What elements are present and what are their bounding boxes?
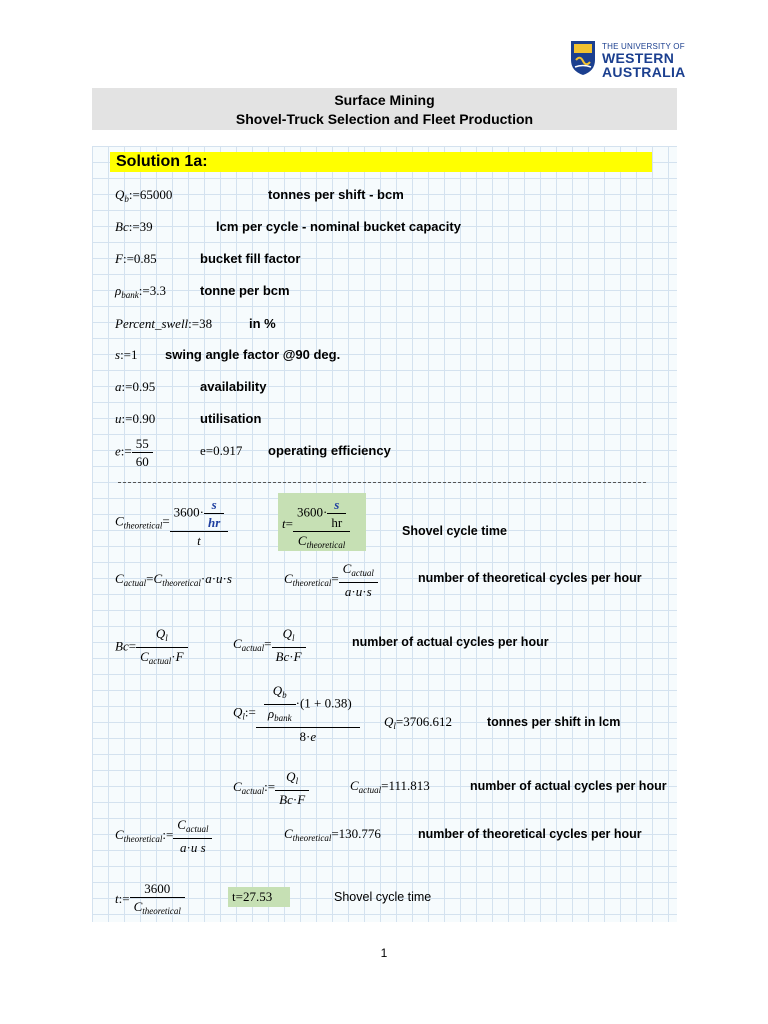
var-u: u:=0.90	[115, 411, 156, 426]
formula-actual-desc: number of actual cycles per hour	[352, 635, 549, 649]
section-divider	[118, 482, 646, 483]
result-ql-desc: tonnes per shift in lcm	[487, 715, 621, 729]
formula-c-actual-calc: $C_{actual}:=$ $\frac{Q_l}{Bc\cdot F}$	[233, 768, 309, 808]
var-qb-desc: tonnes per shift - bcm	[268, 187, 404, 202]
formula-ql: $Q_l:=$ $\frac{Q_b}{\rho_{bank}}$ ·(1 + 0.38) 8·e	[233, 682, 360, 745]
var-u-desc: utilisation	[200, 411, 262, 426]
var-e-result: e=0.917	[200, 443, 243, 458]
var-percent-swell: Percent_swell:=38	[115, 316, 213, 331]
formula-bc: Bc= $\frac{Q_l}{C_{actual}\cdot F}$	[115, 625, 188, 670]
var-qb: $Q_b:=65000$	[115, 187, 173, 204]
formula-theoretical-desc: number of theoretical cycles per hour	[418, 571, 642, 585]
formula-c-theoretical-2: $C_{theoretical}=$ $\frac{C_{actual}}{a\cdot u\cdot s}$	[284, 560, 378, 600]
result-c-theoretical: $C_{theoretical}=130.776$	[284, 826, 381, 843]
formula-c-actual: $C_{actual}=C_{theoretical}\cdot a\cdot u\cdot s$	[115, 571, 232, 588]
result-ql: $Q_l=3706.612$	[384, 714, 452, 731]
formula-c-actual-2: $C_{actual}=$ $\frac{Q_l}{Bc\cdot F}$	[233, 625, 306, 665]
formula-c-theoretical-calc: $C_{theoretical}:=$ $\frac{C_{actual}}{\text{a·u s}}$	[115, 816, 212, 856]
formula-c-theoretical: $C_{theoretical}=$ 3600· $\frac{s}{hr}$ t	[115, 496, 228, 549]
shield-icon	[570, 40, 596, 76]
formula-t-calc: t:= $\frac{3600}{C_{theoretical}}$	[115, 880, 185, 920]
result-c-actual-desc: number of actual cycles per hour	[470, 779, 667, 793]
var-rho-bank-desc: tonne per bcm	[200, 283, 290, 298]
header-subtitle: Shovel-Truck Selection and Fleet Production	[235, 111, 534, 127]
logo-text-australia: AUSTRALIA	[602, 64, 686, 80]
result-c-actual: $C_{actual}=111.813$	[350, 778, 430, 795]
var-s-desc: swing angle factor @90 deg.	[165, 347, 341, 362]
var-e-desc: operating efficiency	[268, 443, 391, 458]
var-f-desc: bucket fill factor	[200, 251, 301, 266]
formula-t-desc: Shovel cycle time	[402, 524, 507, 538]
result-t-desc: Shovel cycle time	[334, 890, 432, 904]
header-title: Surface Mining	[334, 92, 435, 108]
logo-text-western: WESTERN	[602, 50, 675, 66]
result-t: t=27.53	[232, 889, 273, 904]
var-a-desc: availability	[200, 379, 267, 394]
var-bc-desc: lcm per cycle - nominal bucket capacity	[216, 219, 461, 234]
var-percent-swell-desc: in %	[249, 316, 276, 331]
var-a: a:=0.95	[115, 379, 156, 394]
logo-text-top: THE UNIVERSITY OF	[602, 42, 685, 51]
formula-t: t= 3600· $\frac{s}{hr}$ $C_{theoretical}$	[282, 496, 350, 554]
page-number: 1	[380, 946, 388, 960]
var-bc: Bc:=39	[115, 219, 153, 234]
var-s: s:=1	[115, 347, 138, 362]
university-logo	[570, 40, 686, 80]
solution-heading: Solution 1a:	[110, 152, 652, 172]
var-f: F:=0.85	[115, 251, 157, 266]
document-header	[92, 88, 677, 130]
var-rho-bank: $\rho_{bank}:=3.3$	[115, 283, 166, 300]
result-c-theoretical-desc: number of theoretical cycles per hour	[418, 827, 642, 841]
var-e: e:= $\frac{55}{60}$	[115, 435, 153, 470]
